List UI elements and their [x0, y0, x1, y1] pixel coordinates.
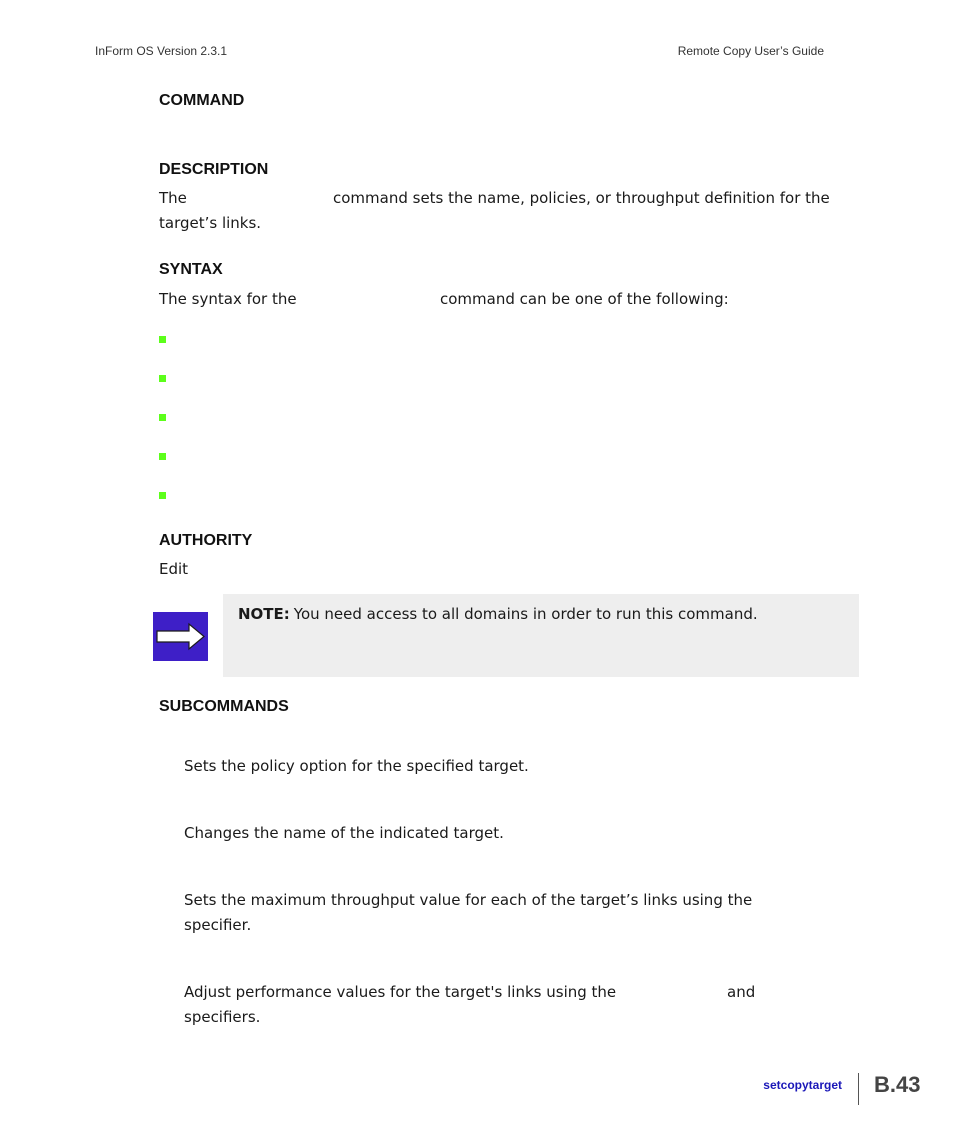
section-heading-description: DESCRIPTION — [159, 161, 269, 178]
note-text: You need access to all domains in order to run this command. — [293, 605, 758, 623]
authority-value: Edit — [159, 560, 189, 578]
section-heading-syntax: SYNTAX — [159, 261, 223, 278]
description-text-start: The — [159, 189, 187, 207]
syntax-bullet-1 — [159, 336, 166, 343]
subcommand-name-description: Changes the name of the indicated target. — [184, 824, 504, 842]
header-guide-title: Remote Copy User’s Guide — [677, 44, 824, 58]
section-heading-command: COMMAND — [159, 92, 245, 109]
arrow-right-icon — [153, 612, 208, 661]
section-heading-subcommands: SUBCOMMANDS — [159, 698, 289, 715]
syntax-text-end: command can be one of the following: — [440, 290, 729, 308]
footer-page-number: B.43 — [874, 1072, 921, 1097]
section-heading-authority: AUTHORITY — [159, 532, 253, 549]
description-text-line2: target’s links. — [159, 214, 262, 232]
subcommand-throughput-description: Sets the maximum throughput value for each of the target’s links using the — [184, 891, 753, 909]
subcommand-policy-description: Sets the policy option for the specified target. — [184, 757, 529, 775]
subcommand-performance-and: and — [727, 983, 756, 1001]
subcommand-performance-description: Adjust performance values for the target's links using the — [184, 983, 617, 1001]
description-text-end: command sets the name, policies, or throughput definition for the — [333, 189, 830, 207]
footer-command-link[interactable]: setcopytarget — [763, 1078, 842, 1092]
syntax-bullet-4 — [159, 453, 166, 460]
note-label: NOTE: — [238, 605, 290, 623]
syntax-bullet-3 — [159, 414, 166, 421]
note-content — [238, 602, 758, 627]
footer-divider — [858, 1073, 859, 1105]
syntax-bullet-5 — [159, 492, 166, 499]
header-doc-version: InForm OS Version 2.3.1 — [95, 44, 228, 58]
subcommand-performance-description-line2: specifiers. — [184, 1008, 261, 1026]
subcommand-throughput-description-line2: specifier. — [184, 916, 252, 934]
syntax-text-start: The syntax for the — [159, 290, 297, 308]
syntax-bullet-2 — [159, 375, 166, 382]
